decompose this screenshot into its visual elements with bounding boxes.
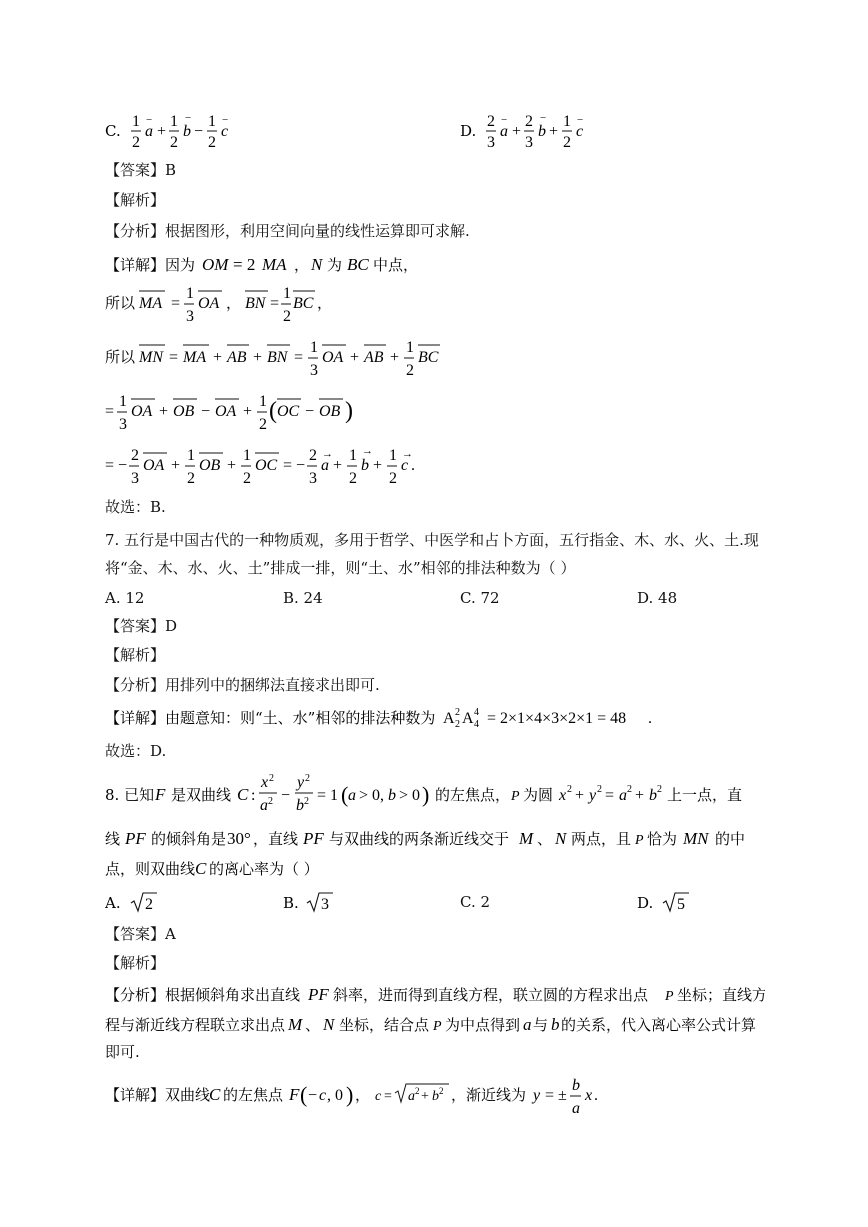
svg-text:2: 2 xyxy=(349,470,357,487)
svg-text:2: 2 xyxy=(268,796,273,807)
svg-text:+: + xyxy=(253,349,263,366)
svg-text:+: + xyxy=(373,457,383,474)
svg-text:OA: OA xyxy=(198,295,220,312)
svg-text:b: b xyxy=(183,123,191,140)
svg-text:2: 2 xyxy=(269,773,274,784)
svg-text:c: c xyxy=(319,1087,327,1104)
svg-text:OM: OM xyxy=(202,255,229,274)
svg-text:B.: B. xyxy=(283,894,299,912)
q6-step1-formula xyxy=(105,283,365,327)
svg-text:a: a xyxy=(523,1015,532,1034)
svg-text:=: = xyxy=(294,349,304,366)
svg-text:2: 2 xyxy=(415,1086,420,1096)
svg-text:3: 3 xyxy=(321,896,329,913)
q8-option-b-formula xyxy=(283,890,353,916)
svg-text:2: 2 xyxy=(208,134,216,151)
svg-text:1: 1 xyxy=(208,113,216,130)
svg-text:b: b xyxy=(649,787,657,804)
q6-detail xyxy=(105,252,425,281)
q7-answer: 【答案】D xyxy=(105,617,178,635)
svg-text:A: A xyxy=(443,710,455,727)
svg-text:a: a xyxy=(348,787,356,804)
svg-text:3: 3 xyxy=(310,362,318,379)
svg-text:OB: OB xyxy=(199,457,221,474)
svg-text:1: 1 xyxy=(389,447,397,464)
q6-option-d-formula xyxy=(460,112,600,152)
svg-text:= −: = − xyxy=(283,457,306,474)
svg-text:= 2×1×4×3×2×1 = 48: = 2×1×4×3×2×1 = 48 xyxy=(487,710,627,727)
q6-analysis-heading: 【解析】 xyxy=(105,191,166,209)
svg-text:2: 2 xyxy=(304,796,309,807)
svg-text:a: a xyxy=(500,123,508,140)
svg-text:MA: MA xyxy=(183,349,207,366)
svg-text:坐标；直线方: 坐标；直线方 xyxy=(677,986,765,1004)
svg-text:N: N xyxy=(311,255,323,274)
svg-text:b: b xyxy=(296,797,304,814)
svg-text:所以: 所以 xyxy=(105,348,136,366)
svg-text:F: F xyxy=(155,785,166,804)
svg-text:−: − xyxy=(577,114,584,126)
svg-text:2: 2 xyxy=(525,113,533,130)
q7-detail xyxy=(105,704,665,735)
q8-stem-line1-formula xyxy=(105,773,765,815)
q8-detail-formula xyxy=(105,1075,665,1121)
svg-text:N: N xyxy=(323,1015,335,1034)
q6-choose: 故选：B. xyxy=(105,498,166,516)
svg-text:为: 为 xyxy=(327,256,343,274)
svg-text:2: 2 xyxy=(309,447,317,464)
svg-text:1: 1 xyxy=(119,393,127,410)
svg-text:2: 2 xyxy=(170,134,178,151)
q6-step2-formula xyxy=(105,337,465,383)
svg-text:1: 1 xyxy=(406,339,414,356)
svg-text:2: 2 xyxy=(132,134,140,151)
svg-text:= −: = − xyxy=(105,457,128,474)
svg-text:为圆: 为圆 xyxy=(523,786,554,804)
svg-text:1: 1 xyxy=(243,447,251,464)
svg-text:+: + xyxy=(159,403,169,420)
svg-text:PF: PF xyxy=(125,829,146,848)
svg-text:的中: 的中 xyxy=(715,830,746,848)
svg-text:−: − xyxy=(540,112,547,124)
svg-text:b: b xyxy=(551,1015,560,1034)
svg-text:MN: MN xyxy=(683,829,709,848)
q7-choose: 故选：D. xyxy=(105,742,167,760)
svg-text:2: 2 xyxy=(305,773,310,784)
svg-text:上一点，直: 上一点，直 xyxy=(667,786,743,804)
svg-text:−: − xyxy=(501,114,508,126)
svg-text:c: c xyxy=(401,457,409,474)
svg-text:5: 5 xyxy=(677,896,685,913)
svg-text:→: → xyxy=(322,448,333,460)
svg-text:3: 3 xyxy=(131,470,139,487)
svg-text:BC: BC xyxy=(347,255,369,274)
svg-text:+: + xyxy=(549,123,559,140)
svg-text:+: + xyxy=(512,123,522,140)
svg-text:+: + xyxy=(227,457,237,474)
svg-text:3: 3 xyxy=(309,470,317,487)
svg-text:3: 3 xyxy=(119,416,127,433)
svg-text:，: ， xyxy=(355,1086,371,1104)
svg-text:2: 2 xyxy=(187,470,195,487)
svg-text:x: x xyxy=(559,787,567,804)
svg-text:OA: OA xyxy=(322,349,344,366)
svg-text:P: P xyxy=(635,833,644,848)
svg-text::: : xyxy=(251,787,256,804)
svg-text:2: 2 xyxy=(283,308,291,325)
svg-text:2: 2 xyxy=(455,707,460,718)
q8-analysis-line1-formula xyxy=(105,983,765,1007)
svg-text:+: + xyxy=(350,349,360,366)
svg-text:3: 3 xyxy=(487,134,495,151)
svg-text:AB: AB xyxy=(364,349,384,366)
svg-text:> 0: > 0 xyxy=(399,787,421,804)
svg-text:c: c xyxy=(221,123,229,140)
svg-text:2: 2 xyxy=(439,1086,444,1096)
svg-text:M: M xyxy=(288,1015,303,1034)
svg-text:BN: BN xyxy=(245,295,266,312)
svg-text:F: F xyxy=(289,1085,300,1104)
svg-text:30°: 30° xyxy=(227,829,251,848)
svg-text:3: 3 xyxy=(525,134,533,151)
svg-text:A.: A. xyxy=(105,894,121,912)
q7-option-d: D. 48 xyxy=(637,589,678,607)
svg-text:线: 线 xyxy=(105,830,121,848)
q8-analysis-line2 xyxy=(105,1013,765,1040)
svg-text:a: a xyxy=(260,797,268,814)
q6-step3-formula xyxy=(105,391,365,437)
svg-text:4: 4 xyxy=(474,707,479,718)
q8-stem-line3 xyxy=(105,857,405,884)
svg-text:−: − xyxy=(281,787,291,804)
svg-text:x: x xyxy=(585,1087,593,1104)
svg-text:点，则双曲线: 点，则双曲线 xyxy=(105,860,196,878)
svg-text:OB: OB xyxy=(319,403,341,420)
svg-text:，渐近线为: ，渐近线为 xyxy=(451,1086,527,1104)
svg-text:N: N xyxy=(555,829,567,848)
svg-text:2: 2 xyxy=(131,447,139,464)
svg-text:C: C xyxy=(237,785,249,804)
svg-text:→: → xyxy=(402,448,413,460)
svg-text:−: − xyxy=(308,1087,318,1104)
svg-text:坐标，结合点: 坐标，结合点 xyxy=(339,1016,430,1034)
q8-option-c: C. 2 xyxy=(460,893,491,911)
svg-text:所以: 所以 xyxy=(105,294,136,312)
q6-option-c xyxy=(105,112,245,155)
svg-text:BC: BC xyxy=(418,349,439,366)
svg-text:=: = xyxy=(384,1089,392,1104)
svg-text:【详解】因为: 【详解】因为 xyxy=(105,256,196,274)
svg-text:2: 2 xyxy=(563,134,571,151)
q6-step2 xyxy=(105,337,465,386)
svg-text:P: P xyxy=(433,1019,442,1034)
q6-option-d xyxy=(460,112,600,155)
svg-text:+: + xyxy=(157,123,167,140)
svg-text:−: − xyxy=(305,403,315,420)
svg-text:+: + xyxy=(575,787,585,804)
svg-text:M: M xyxy=(519,829,534,848)
svg-text:=: = xyxy=(270,295,280,312)
svg-text:2: 2 xyxy=(259,416,267,433)
svg-text:c: c xyxy=(375,1089,382,1104)
svg-text:> 0,: > 0, xyxy=(359,787,385,804)
svg-text:1: 1 xyxy=(186,285,194,302)
svg-text:8. 已知: 8. 已知 xyxy=(105,786,155,804)
svg-text:，: ， xyxy=(226,294,242,312)
svg-text:(: ( xyxy=(341,782,349,807)
svg-text:1: 1 xyxy=(563,113,571,130)
svg-text:，直线: ，直线 xyxy=(253,830,299,848)
svg-text:中点，: 中点， xyxy=(373,256,419,274)
svg-text:OA: OA xyxy=(143,457,165,474)
svg-text:−: − xyxy=(201,403,211,420)
svg-text:MA: MA xyxy=(262,255,287,274)
svg-text:是双曲线: 是双曲线 xyxy=(171,786,232,804)
svg-text:OA: OA xyxy=(131,403,153,420)
q8-analysis-line1 xyxy=(105,983,765,1010)
q8-analysis-line3: 即可. xyxy=(105,1043,140,1061)
svg-text:的左焦点，: 的左焦点， xyxy=(435,786,511,804)
q7-stem-line1: 7. 五行是中国古代的一种物质观，多用于哲学、中医学和占卜方面，五行指金、木、水、火、土.现 xyxy=(105,531,759,549)
svg-text:+: + xyxy=(390,349,400,366)
q8-stem-line3-formula xyxy=(105,857,405,881)
svg-text:两点，且: 两点，且 xyxy=(571,830,632,848)
svg-text:+: + xyxy=(635,787,645,804)
svg-text:.: . xyxy=(594,1087,598,1104)
svg-text:.: . xyxy=(648,710,652,727)
svg-text:(: ( xyxy=(269,398,277,424)
q6-analysis: 【分析】根据图形，利用空间向量的线性运算即可求解. xyxy=(105,222,470,240)
svg-text:a: a xyxy=(572,1100,580,1117)
svg-text:【详解】由题意知：则“土、水”相邻的排法种数为: 【详解】由题意知：则“土、水”相邻的排法种数为 xyxy=(105,709,436,727)
q8-option-a xyxy=(105,890,175,919)
svg-text:2: 2 xyxy=(567,784,572,795)
svg-text:2: 2 xyxy=(389,470,397,487)
svg-text:P: P xyxy=(511,789,520,804)
svg-text:): ) xyxy=(345,398,353,424)
q7-option-a: A. 12 xyxy=(105,589,145,607)
svg-text:【分析】根据倾斜角求出直线: 【分析】根据倾斜角求出直线 xyxy=(105,986,301,1004)
svg-text:、: 、 xyxy=(305,1016,321,1034)
q7-analysis-heading: 【解析】 xyxy=(105,646,166,664)
svg-text:【详解】双曲线: 【详解】双曲线 xyxy=(105,1086,211,1104)
svg-text:y: y xyxy=(589,787,597,804)
q8-option-b xyxy=(283,890,353,919)
svg-text:b: b xyxy=(361,457,369,474)
svg-text:a: a xyxy=(408,1089,415,1104)
svg-text:2: 2 xyxy=(597,784,602,795)
q6-detail-formula xyxy=(105,252,425,278)
svg-text:+: + xyxy=(213,349,223,366)
svg-text:MN: MN xyxy=(139,349,163,366)
svg-text:1: 1 xyxy=(349,447,357,464)
svg-text:C.: C. xyxy=(105,122,121,140)
svg-text:): ) xyxy=(346,1082,354,1107)
svg-text:AB: AB xyxy=(227,349,247,366)
svg-text:P: P xyxy=(665,989,674,1004)
q6-option-c-formula xyxy=(105,112,245,152)
svg-text:=: = xyxy=(105,403,115,420)
svg-text:c: c xyxy=(576,123,584,140)
svg-text:PF: PF xyxy=(308,985,329,1004)
svg-text:= 2: = 2 xyxy=(233,255,256,274)
svg-text:BN: BN xyxy=(267,349,288,366)
svg-text:的倾斜角是: 的倾斜角是 xyxy=(151,830,227,848)
svg-text:2: 2 xyxy=(145,896,153,913)
svg-text:1: 1 xyxy=(170,113,178,130)
q6-step1 xyxy=(105,283,365,330)
svg-text:+: + xyxy=(243,403,253,420)
svg-text:1: 1 xyxy=(187,447,195,464)
q8-option-d xyxy=(637,890,707,919)
svg-text:1: 1 xyxy=(259,393,267,410)
q6-step4 xyxy=(105,445,435,494)
svg-text:4: 4 xyxy=(474,719,479,730)
svg-text:与双曲线的两条渐近线交于: 与双曲线的两条渐近线交于 xyxy=(329,830,510,848)
svg-text:2: 2 xyxy=(627,784,632,795)
q6-answer: 【答案】B xyxy=(105,161,177,179)
svg-text:+: + xyxy=(333,457,343,474)
svg-text:2: 2 xyxy=(243,470,251,487)
svg-text:OC: OC xyxy=(277,403,300,420)
svg-text:): ) xyxy=(422,782,430,807)
q8-option-d-formula xyxy=(637,890,707,916)
svg-text:b: b xyxy=(538,123,546,140)
svg-text:+: + xyxy=(171,457,181,474)
q7-analysis: 【分析】用排列中的捆绑法直接求出即可. xyxy=(105,676,380,694)
svg-text:b: b xyxy=(432,1089,439,1104)
svg-text:的左焦点: 的左焦点 xyxy=(223,1086,284,1104)
q8-stem-line1 xyxy=(105,773,765,818)
svg-text:恰为: 恰为 xyxy=(647,830,678,848)
svg-text:=: = xyxy=(169,349,179,366)
svg-text:x: x xyxy=(261,774,269,791)
svg-text:2: 2 xyxy=(406,362,414,379)
svg-text:.: . xyxy=(411,457,415,474)
svg-text:+: + xyxy=(421,1089,429,1104)
svg-text:、: 、 xyxy=(537,830,553,848)
q8-detail xyxy=(105,1075,665,1124)
q8-answer: 【答案】A xyxy=(105,925,176,943)
svg-text:OC: OC xyxy=(255,457,278,474)
svg-text:→: → xyxy=(362,445,373,457)
svg-text:1: 1 xyxy=(283,285,291,302)
svg-text:−: − xyxy=(222,114,229,126)
svg-text:a: a xyxy=(145,123,153,140)
q7-detail-formula xyxy=(105,704,665,732)
svg-text:，: ， xyxy=(294,256,310,274)
svg-text:为中点得到: 为中点得到 xyxy=(445,1016,521,1034)
svg-text:2: 2 xyxy=(487,113,495,130)
svg-text:−: − xyxy=(146,114,153,126)
svg-text:与: 与 xyxy=(533,1016,549,1034)
q6-step4-formula xyxy=(105,445,435,491)
svg-text:3: 3 xyxy=(186,308,194,325)
svg-text:BC: BC xyxy=(293,295,314,312)
svg-text:=: = xyxy=(171,295,181,312)
q6-step3 xyxy=(105,391,365,440)
svg-text:OB: OB xyxy=(173,403,195,420)
svg-text:a: a xyxy=(619,787,627,804)
q7-option-b: B. 24 xyxy=(283,589,323,607)
svg-text:−: − xyxy=(185,112,192,124)
svg-text:b: b xyxy=(572,1077,580,1094)
q7-stem-line2: 将“金、木、水、火、土”排成一排，则“土、水”相邻的排法种数为（ ） xyxy=(105,559,576,577)
svg-text:y: y xyxy=(533,1087,541,1104)
q8-stem-line2-formula xyxy=(105,827,765,851)
svg-text:D.: D. xyxy=(637,894,654,912)
svg-text:的离心率为（ ）: 的离心率为（ ） xyxy=(209,860,319,878)
svg-text:C: C xyxy=(195,859,207,878)
q7-option-c: C. 72 xyxy=(460,589,500,607)
q8-analysis-line2-formula xyxy=(105,1013,765,1037)
q8-stem-line2 xyxy=(105,827,765,854)
svg-text:斜率，进而得到直线方程，联立圆的方程求出点: 斜率，进而得到直线方程，联立圆的方程求出点 xyxy=(333,986,649,1004)
svg-text:1: 1 xyxy=(310,339,318,356)
svg-text:= 1: = 1 xyxy=(317,787,339,804)
svg-text:OA: OA xyxy=(215,403,237,420)
svg-text:D.: D. xyxy=(460,122,477,140)
svg-text:A: A xyxy=(462,710,474,727)
svg-text:PF: PF xyxy=(303,829,324,848)
svg-text:程与渐近线方程联立求出点: 程与渐近线方程联立求出点 xyxy=(105,1016,286,1034)
svg-text:2: 2 xyxy=(455,719,460,730)
svg-text:2: 2 xyxy=(657,784,662,795)
svg-text:−: − xyxy=(194,123,204,140)
svg-text:b: b xyxy=(388,787,396,804)
svg-text:MA: MA xyxy=(139,295,163,312)
svg-text:的关系，代入离心率公式计算: 的关系，代入离心率公式计算 xyxy=(561,1016,757,1034)
q8-option-a-formula xyxy=(105,890,175,916)
svg-text:(: ( xyxy=(300,1082,308,1107)
svg-text:a: a xyxy=(321,457,329,474)
svg-text:1: 1 xyxy=(132,113,140,130)
svg-text:=: = xyxy=(605,787,615,804)
svg-text:= ±: = ± xyxy=(545,1087,567,1104)
svg-text:, 0: , 0 xyxy=(327,1087,343,1104)
q8-analysis-heading: 【解析】 xyxy=(105,954,166,972)
svg-text:，: ， xyxy=(317,294,333,312)
svg-text:y: y xyxy=(297,774,305,791)
svg-text:C: C xyxy=(209,1085,221,1104)
